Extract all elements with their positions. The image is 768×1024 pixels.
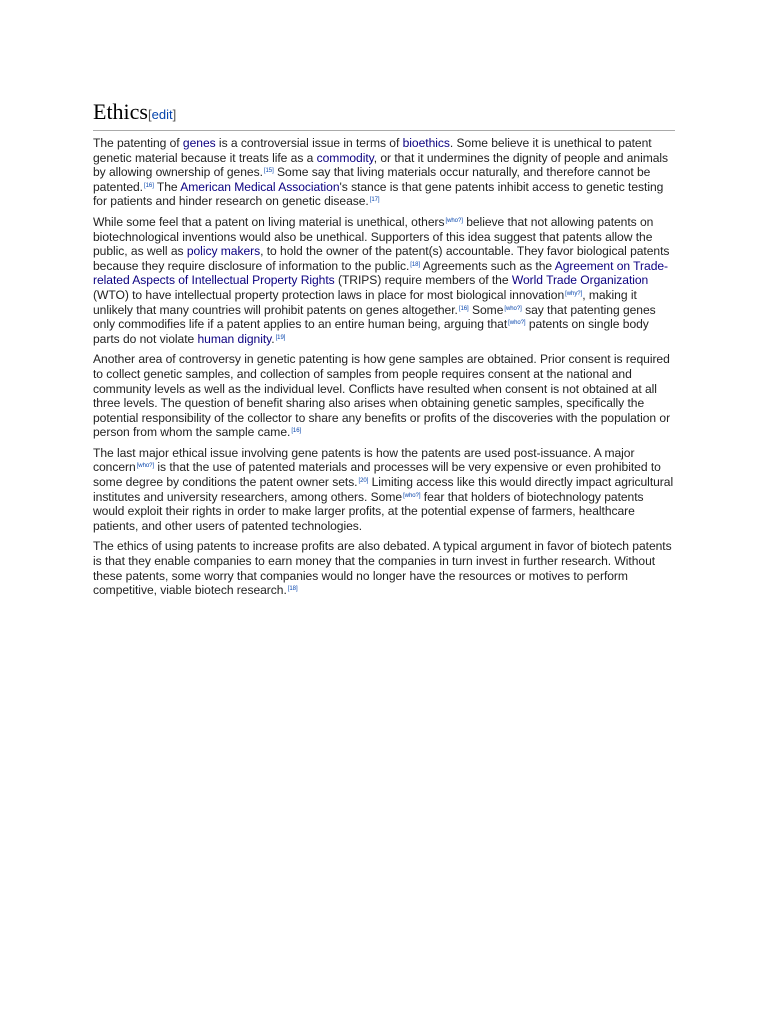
who-tag[interactable]: [who?] (136, 463, 155, 470)
who-tag[interactable]: [who?] (504, 305, 522, 312)
reference-link[interactable]: [18] (410, 261, 421, 268)
reference-link[interactable]: [19] (275, 334, 286, 341)
link-human-dignity[interactable]: human dignity (197, 331, 272, 346)
section-heading (93, 98, 675, 131)
link-genes[interactable]: genes (182, 136, 216, 150)
edit-link[interactable]: edit (151, 107, 173, 122)
reference-link[interactable]: [16] (144, 182, 154, 189)
paragraph-2: While some feel that a patent on living material is unethical, others[who?] believe that not allowing patents on biotechnological inventions would also be unethical. Supporters of this idea suggest that patents allow the public, as well as policy makers, to hold the owner of the patent(s) accountable. They favor biological patents because they require disclosure of information to the public.[18] Agreements such as the Agreement on Trade-related Aspects of Intellectual Property Rights (TRIPS) require members of the World Trade Organization (WTO) to have intellectual property protection laws in place for most biological innovation[why?], making it unlikely that many countries will prohibit patents on genes altogether.[16] Some[who?] say that patenting genes only commodifies life if a patent applies to an entire human being, arguing that[who?] patents on single body parts do not violate human dignity.[19] (93, 214, 670, 346)
paragraph-4: The last major ethical issue involving gene patents is how the patents are used post-issuance. A major concern[who?] is that the use of patented materials and processes will be very expensive or even prohibited to some degree by conditions the patent owner sets.[20] Limiting access like this would directly impact agricultural institutes and university researchers, among others. Some[who?] fear that holders of biotechnology patents would exploit their rights in order to make larger profits, at the potential expense of farmers, healthcare patients, and other users of patented technologies. (93, 445, 674, 533)
article-section (93, 98, 675, 604)
reference-link[interactable]: [17] (369, 197, 380, 204)
who-tag[interactable]: [who?] (445, 217, 463, 224)
link-commodity[interactable]: commodity (316, 150, 374, 165)
link-trips[interactable]: Agreement on Trade-related Aspects of Intellectual Property Rights (93, 258, 669, 288)
edit-section: [edit] (148, 107, 177, 122)
paragraph-3: Another area of controversy in genetic patenting is how gene samples are obtained. Prior consent is required to collect genetic samples, and collection of samples from people requires consent at the national and community levels as well as the individual level. Conflicts have resulted when consent is not obtained at all three levels. The question of benefit sharing also arises when obtaining genetic samples, specifically the potential responsibility of the collector to share any benefits or profits of the discoveries with the population or person from whom the sample came.[16] (93, 352, 671, 440)
link-american-medical-association[interactable]: American Medical Association (180, 179, 340, 194)
paragraph-1: The patenting of genes is a controversial issue in terms of bioethics. Some believe it is unethical to patent genetic material because it treats life as a commodity, or that it undermines the dignity of people and animals by allowing ownership of genes.[15] Some say that living materials occur naturally, and therefore cannot be patented.[16] The American Medical Association's stance is that gene patents inhibit access to genetic testing for patients and hinder research on genetic disease.[17] (93, 136, 669, 209)
paragraph-5: The ethics of using patents to increase profits are also debated. A typical argument in favor of biotech patents is that they enable companies to earn money that the companies in turn invest in further research. Without these patents, some worry that companies would no longer have the resources or motives to perform competitive, viable biotech research.[18] (93, 539, 672, 598)
link-world-trade-organization[interactable]: World Trade Organization (511, 273, 649, 288)
link-bioethics[interactable]: bioethics (402, 136, 450, 150)
reference-link[interactable]: [16] (458, 305, 469, 312)
who-tag[interactable]: [who?] (403, 492, 421, 499)
reference-link[interactable]: [18] (287, 586, 298, 593)
who-tag[interactable]: [who?] (508, 320, 526, 327)
reference-link[interactable]: [20] (358, 478, 369, 485)
link-policy-makers[interactable]: policy makers (186, 244, 261, 259)
reference-link[interactable]: [16] (291, 428, 302, 435)
reference-link[interactable]: [15] (263, 168, 274, 175)
section-title: Ethics (93, 99, 148, 124)
why-tag[interactable]: [why?] (565, 290, 583, 297)
